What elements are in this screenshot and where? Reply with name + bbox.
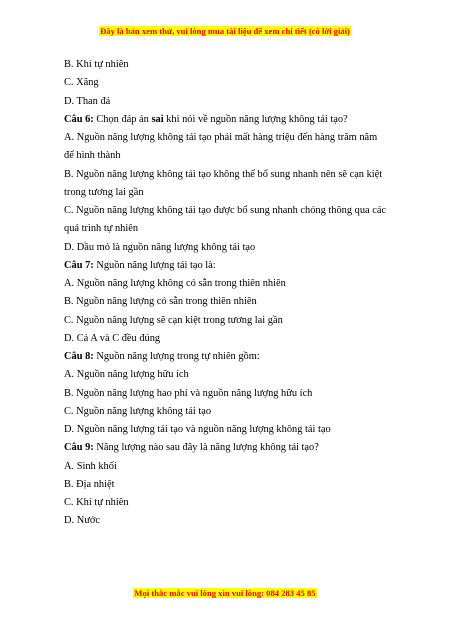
- answer-option: C. Nguồn năng lượng không tái tạo được bổ sung nhanh chóng thông qua các quá trình tự nhiên: [64, 205, 387, 235]
- answer-option: C. Nguồn năng lượng không tái tạo: [64, 405, 212, 417]
- answer-option: B. Nguồn năng lượng có sẵn trong thiên nhiên: [64, 296, 257, 308]
- contact-footer-text: Mọi thắc mắc vui lòng xin vui lòng: 084 283 45 85: [134, 588, 316, 598]
- answer-option: D. Dầu mỏ là nguồn năng lượng không tái tạo: [64, 241, 256, 253]
- question-line: [64, 439, 388, 457]
- answer-option: A. Nguồn năng lượng không tái tạo phải mất hàng triệu đến hàng trăm năm để hình thành: [64, 132, 378, 162]
- question-number: Câu 6:: [64, 113, 94, 125]
- question-text: Chọn đáp án: [96, 113, 149, 125]
- document-body: [64, 56, 388, 531]
- answer-option: B. Khí tự nhiên: [64, 59, 129, 70]
- question-text: Nguồn năng lượng trong tự nhiên gồm:: [96, 351, 260, 362]
- answer-option: C. Xăng: [64, 77, 99, 89]
- answer-option: D. Nước: [64, 515, 100, 527]
- answer-option: D. Cả A và C đều đúng: [64, 332, 161, 344]
- answer-option: C. Khí tự nhiên: [64, 497, 129, 508]
- answer-option: B. Nguồn năng lượng không tái tạo không thể bổ sung nhanh nên sẽ cạn kiệt trong tương lai gần: [64, 168, 383, 198]
- question-text: khi nói về nguồn năng lượng không tái tạo?: [166, 113, 348, 125]
- question-emphasis: sai: [151, 113, 164, 125]
- answer-option: A. Nguồn năng lượng hữu ích: [64, 369, 189, 381]
- question-text: Năng lượng nào sau đây là năng lượng không tái tạo?: [96, 442, 319, 454]
- question-text: Nguồn năng lượng tái tạo là:: [96, 259, 216, 271]
- question-line: [64, 348, 388, 366]
- question-number: Câu 9:: [64, 442, 94, 454]
- answer-option: B. Địa nhiệt: [64, 478, 115, 490]
- answer-option: B. Nguồn năng lượng hao phí và nguồn năng lượng hữu ích: [64, 387, 313, 399]
- answer-option: D. Nguồn năng lượng tái tạo và nguồn năng lượng không tái tạo: [64, 424, 331, 435]
- answer-option: C. Nguồn năng lượng sẽ cạn kiệt trong tương lai gần: [64, 314, 283, 326]
- preview-notice-text: Đây là bản xem thử, vui lòng mua tài liệu để xem chi tiết (có lời giải): [100, 26, 350, 36]
- question-line: [64, 111, 388, 129]
- preview-notice-banner: [0, 25, 450, 37]
- answer-option: A. Sinh khối: [64, 460, 117, 472]
- question-line: [64, 257, 388, 275]
- question-number: Câu 8:: [64, 351, 94, 362]
- answer-option: D. Than đá: [64, 95, 111, 107]
- answer-option: A. Nguồn năng lượng không có sẵn trong thiên nhiên: [64, 278, 286, 289]
- contact-footer-banner: [0, 587, 450, 599]
- question-number: Câu 7:: [64, 259, 94, 271]
